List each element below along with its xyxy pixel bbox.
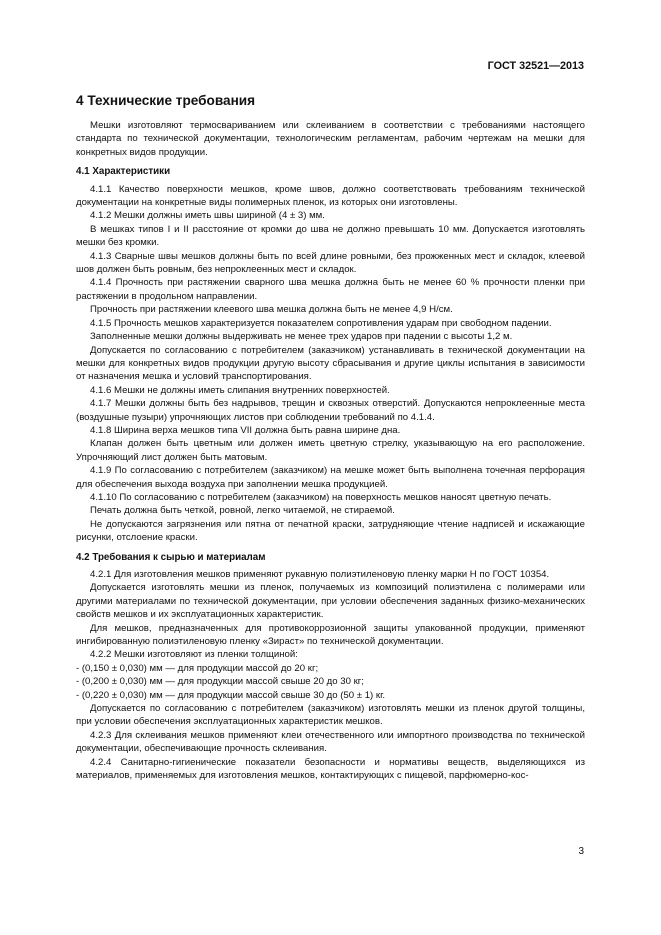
- paragraph: 4.1.10 По согласованию с потребителем (заказчиком) на поверхность мешков наносят цветную печать.: [90, 491, 552, 503]
- paragraph: 4.1.9 По согласованию с потребителем (заказчиком) на мешке может быть выполнена точечная перфорация для обеспечения выхода воздуха при заполнении мешка продукцией.: [76, 465, 585, 490]
- paragraph: 4.1.7 Мешки должны быть без надрывов, трещин и сквозных отверстий. Допускаются непроклеенные места (воздушные пузыри) упрочняющих листов при соблюдении требований по 4.1.4.: [76, 398, 585, 423]
- paragraph: Для мешков, предназначенных для противокоррозионной защиты упакованной продукции, применяют ингибированную полиэтиленовую пленку «Зираст» по технической документации.: [76, 622, 585, 648]
- paragraph: Заполненные мешки должны выдерживать не менее трех ударов при падении с высоты 1,2 м.: [90, 331, 513, 343]
- section-title: 4 Технические требования: [76, 93, 256, 108]
- list-item: - (0,150 ± 0,030) мм — для продукции массой до 20 кг;: [76, 662, 319, 674]
- paragraph: 4.2.2 Мешки изготовляют из пленки толщиной:: [90, 649, 298, 661]
- page-number: 3: [578, 846, 584, 857]
- paragraph: 4.1.6 Мешки не должны иметь слипания внутренних поверхностей.: [90, 384, 390, 396]
- document-body: [76, 92, 585, 783]
- paragraph: 4.1.2 Мешки должны иметь швы шириной (4 ± 3) мм.: [90, 210, 325, 222]
- paragraph: 4.1.5 Прочность мешков характеризуется показателем сопротивления ударам при свободном падении.: [90, 317, 552, 329]
- paragraph: Мешки изготовляют термосвариванием или склеиванием в соответствии с требованиями настоящего стандарта по технической документации, технологическим регламентам, рабочим чертежам на мешки для конкретных видов продукции.: [76, 120, 585, 158]
- paragraph: 4.1.3 Сварные швы мешков должны быть по всей длине ровными, без прожженных мест и складок, клеевой шов должен быть ровным, без непроклеенных мест и складок.: [76, 250, 585, 276]
- paragraph: 4.1.1 Качество поверхности мешков, кроме швов, должно соответствовать требованиям технической документации на конкретные виды полимерных пленок, из которых они изготовлены.: [76, 183, 585, 209]
- paragraph: 4.1.4 Прочность при растяжении сварного шва мешка должна быть не менее 60 % прочности пленки при растяжении в продольном направлении.: [76, 277, 585, 302]
- subsection-2-paragraphs: [76, 568, 585, 783]
- paragraph: 4.2.3 Для склеивания мешков применяют клеи отечественного или импортного производства по технической документации, обеспечивающие прочность склеивания.: [76, 729, 585, 755]
- document-code: ГОСТ 32521—2013: [487, 60, 584, 72]
- list-item: - (0,200 ± 0,030) мм — для продукции массой свыше 20 до 30 кг;: [76, 676, 364, 688]
- subsection-title: 4.1 Характеристики: [76, 166, 171, 178]
- paragraph: Не допускаются загрязнения или пятна от печатной краски, затрудняющие чтение надписей и искажающие рисунки, отслоение краски.: [76, 518, 585, 544]
- subsection-1-paragraphs: [76, 183, 585, 545]
- subsection-title: 4.2 Требования к сырью и материалам: [76, 551, 266, 563]
- paragraph: 4.1.8 Ширина верха мешков типа VII должна быть равна ширине дна.: [90, 424, 401, 436]
- paragraph: 4.2.1 Для изготовления мешков применяют рукавную полиэтиленовую пленку марки Н по ГОСТ 10354.: [90, 569, 550, 580]
- paragraph: Печать должна быть четкой, ровной, легко читаемой, не стираемой.: [90, 505, 395, 517]
- paragraph: Прочность при растяжении клеевого шва мешка должна быть не менее 4,9 Н/см.: [90, 304, 453, 316]
- list-item: - (0,220 ± 0,030) мм — для продукции массой свыше 30 до (50 ± 1) кг.: [76, 689, 386, 701]
- paragraph: Допускается изготовлять мешки из пленок, получаемых из композиций полиэтилена с полимерами или другими материалами по технической документации, при условии обеспечения заданных физико-механических свойств мешков и их эксплуатационных характеристик.: [76, 582, 585, 621]
- paragraph: В мешках типов I и II расстояние от кромки до шва не должно превышать 10 мм. Допускается изготовлять мешки без кромки.: [76, 223, 585, 249]
- paragraph: Допускается по согласованию с потребителем (заказчиком) изготовлять мешки из пленок другой толщины, при условии обеспечения эксплуатационных характеристик мешков.: [76, 703, 585, 728]
- paragraph: 4.2.4 Санитарно-гигиенические показатели безопасности и нормативы веществ, выделяющихся из материалов, применяемых для изготовления мешков, контактирующих с пищевой, парфюмерно-кос-: [76, 756, 585, 782]
- paragraph: Клапан должен быть цветным или должен иметь цветную стрелку, указывающую на его расположение. Упрочняющий лист должен быть матовым.: [76, 438, 585, 463]
- paragraph: Допускается по согласованию с потребителем (заказчиком) устанавливать в технической документации на мешки для конкретных видов продукции другую высоту сбрасывания и другие циклы испытания в зависимости от назначения мешка и условий транспортирования.: [76, 344, 585, 383]
